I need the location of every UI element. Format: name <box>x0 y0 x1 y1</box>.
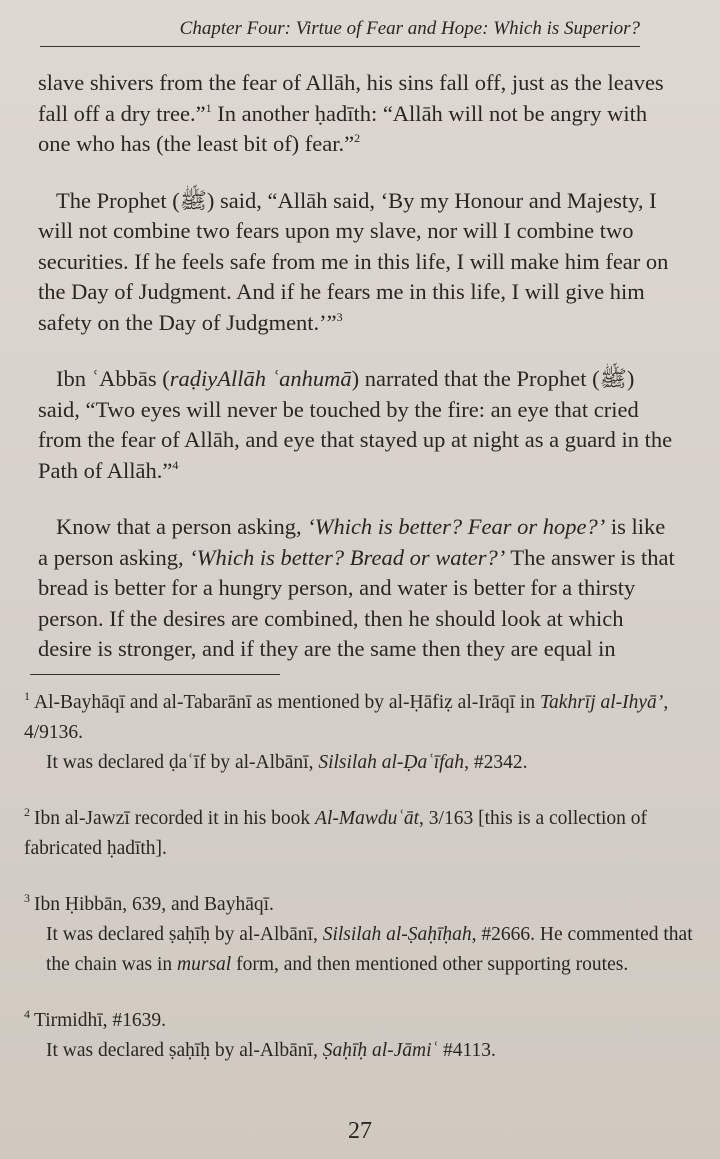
footnote-3: $^3$ Ibn Ḥibbān, 639, and Bayhāqī. It was declared ṣaḥīḥ by al-Albānī, Silsilah al-Ṣaḥīḥah, #2666. He commented that the chain was in mursal form, and then mentioned other supporting routes. <box>24 891 693 975</box>
footnote-4: $^4$ Tirmidhī, #1639. It was declared ṣaḥīḥ by al-Albānī, Ṣaḥīḥ al-Jāmiʿ #4113. <box>24 1007 496 1061</box>
footnote-1: $^1$ Al-Bayhāqī and al-Tabarānī as mentioned by al-Ḥāfiẓ al-Irāqī in Takhrīj al-Ihyā’, 4/9136. It was declared ḍaʿīf by al-Albānī, Silsilah al-Ḍaʿīfah, #2342. <box>24 689 669 773</box>
page-number: 27 <box>348 1118 372 1144</box>
footnote-ref-3: 3 <box>336 309 343 324</box>
footnotes <box>24 688 696 1092</box>
footnote-ref-4: 4 <box>172 457 179 472</box>
body-text <box>38 68 678 665</box>
footnote-ref-2: 2 <box>354 131 361 145</box>
running-head: Chapter Four: Virtue of Fear and Hope: Which is Superior? <box>40 18 640 47</box>
paragraph-2: The Prophet (ﷺ) said, “Allāh said, ‘By my Honour and Majesty, I will not combine two fears upon my slave, nor will I combine two securities. If he feels safe from me in this life, I will make him fear on the Day of Judgment. And if he fears me in this life, I will give him safety on the Day of Judgment.’”$^3$ <box>38 187 669 335</box>
paragraph-1: slave shivers from the fear of Allāh, his sins fall off, just as the leaves fall off a dry tree.”$^1$ In another ḥadīth: “Allāh will not be angry with one who has (the least bit of) fear.”$^2$ <box>38 70 664 156</box>
paragraph-4: Know that a person asking, ‘Which is better? Fear or hope?’ is like a person asking, ‘Which is better? Bread or water?’ The answer is that bread is better for a hungry person, and water is better for a thirsty person. If the desires are combined, then he should look at which desire is stronger, and if they are the same then they are equal in <box>38 514 675 661</box>
footnote-2: $^2$ Ibn al-Jawzī recorded it in his book Al-Mawduʿāt, 3/163 [this is a collection of fabricated ḥadīth]. <box>24 805 648 859</box>
paragraph-3: Ibn ʿAbbās (raḍiyAllāh ʿanhumā) narrated that the Prophet (ﷺ) said, “Two eyes will never be touched by the fire: an eye that cried from the fear of Allāh, and eye that stayed up at night as a guard in the Path of Allāh.”$^4$ <box>38 366 673 483</box>
footnote-ref-1: 1 <box>205 100 212 115</box>
footnote-divider <box>30 674 280 675</box>
